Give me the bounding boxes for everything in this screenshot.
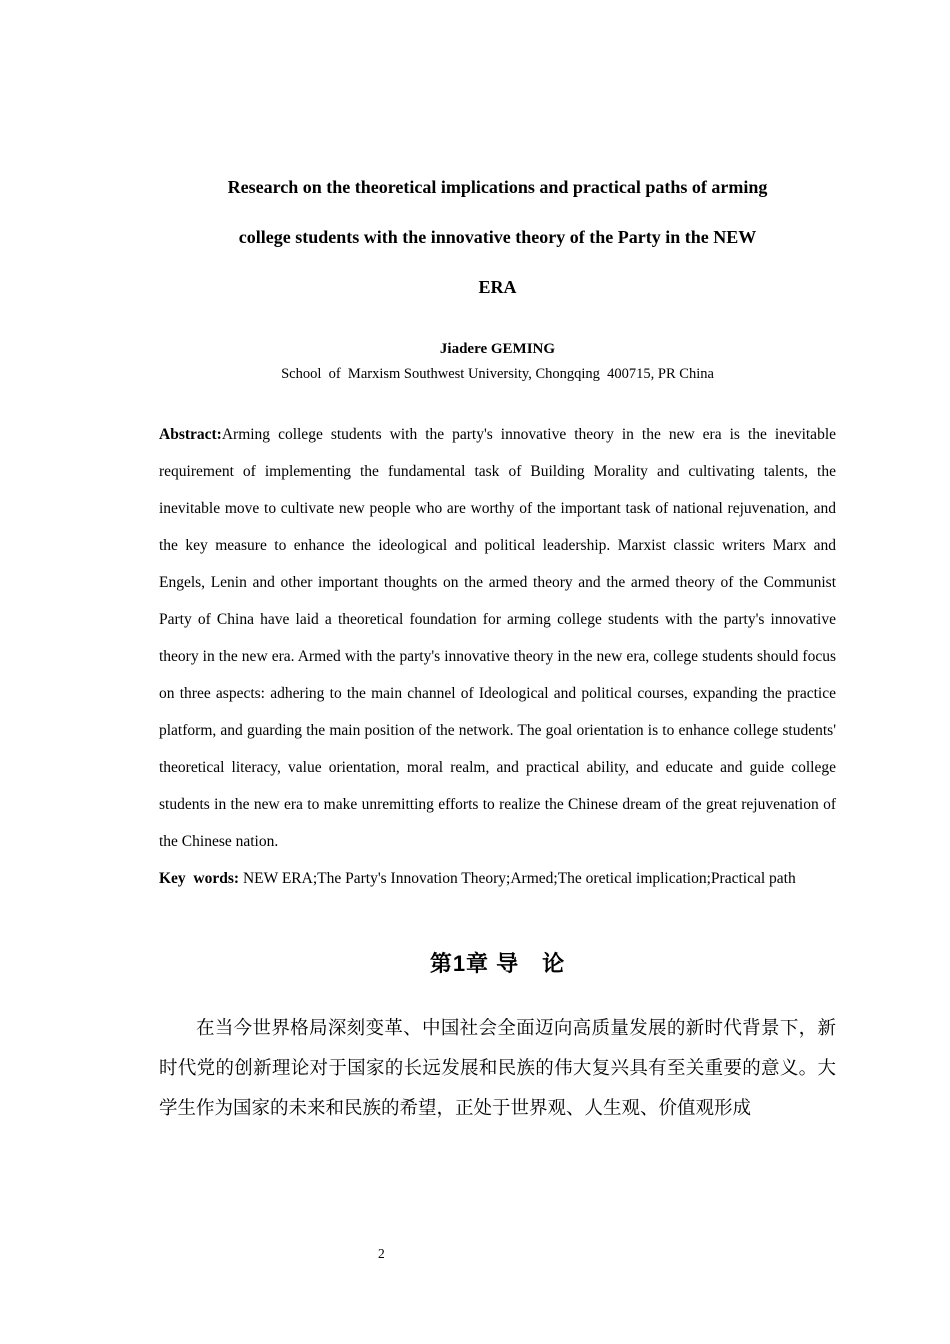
- keywords-paragraph: [159, 860, 836, 897]
- paper-title-line-1: Research on the theoretical implications and practical paths of arming: [227, 177, 768, 197]
- chapter-1-heading: 第1章 导 论: [429, 951, 566, 976]
- abstract-text: Arming college students with the party's innovative theory in the new era is the inevitable requirement of implementing the fundamental task of Building Morality and cultivating talents, the inevitable move to cultivate new people who are worthy of the important task of national rejuvenation, and the key measure to enhance the ideological and political leadership. Marxist classic writers Marx and Engels, Lenin and other important thoughts on the armed theory and the armed theory of the Communist Party of China have laid a theoretical foundation for arming college students with the party's innovative theory in the new era. Armed with the party's innovative theory in the new era, college students should focus on three aspects: adhering to the main channel of Ideological and political courses, expanding the practice platform, and guarding the main position of the network. The goal orientation is to enhance college students' theoretical literacy, value orientation, moral realm, and practical ability, and educate and guide college students in the new era to make unremitting efforts to realize the Chinese dream of the great rejuvenation of the Chinese nation.: [159, 426, 836, 850]
- author-name: Jiadere GEMING: [439, 341, 556, 357]
- keywords-label: Key words:: [159, 870, 243, 887]
- chapter-1-paragraph: 在当今世界格局深刻变革、中国社会全面迈向高质量发展的新时代背景下，新时代党的创新理论对于国家的长远发展和民族的伟大复兴具有至关重要的意义。大学生作为国家的未来和民族的希望，正处于世界观、人生观、价值观形成: [159, 1019, 836, 1119]
- page-number: 2: [378, 1246, 385, 1261]
- keywords-text: NEW ERA;The Party's Innovation Theory;Armed;The oretical implication;Practical path: [242, 870, 796, 887]
- author-affiliation: School of Marxism Southwest University, Chongqing 400715, PR China: [281, 366, 714, 382]
- paper-title-line-2: college students with the innovative theory of the Party in the NEW: [238, 227, 757, 247]
- abstract-paragraph: [159, 416, 836, 860]
- paper-title-line-3: ERA: [478, 277, 517, 297]
- abstract-label: Abstract:: [159, 426, 222, 443]
- paper-title: [159, 162, 836, 312]
